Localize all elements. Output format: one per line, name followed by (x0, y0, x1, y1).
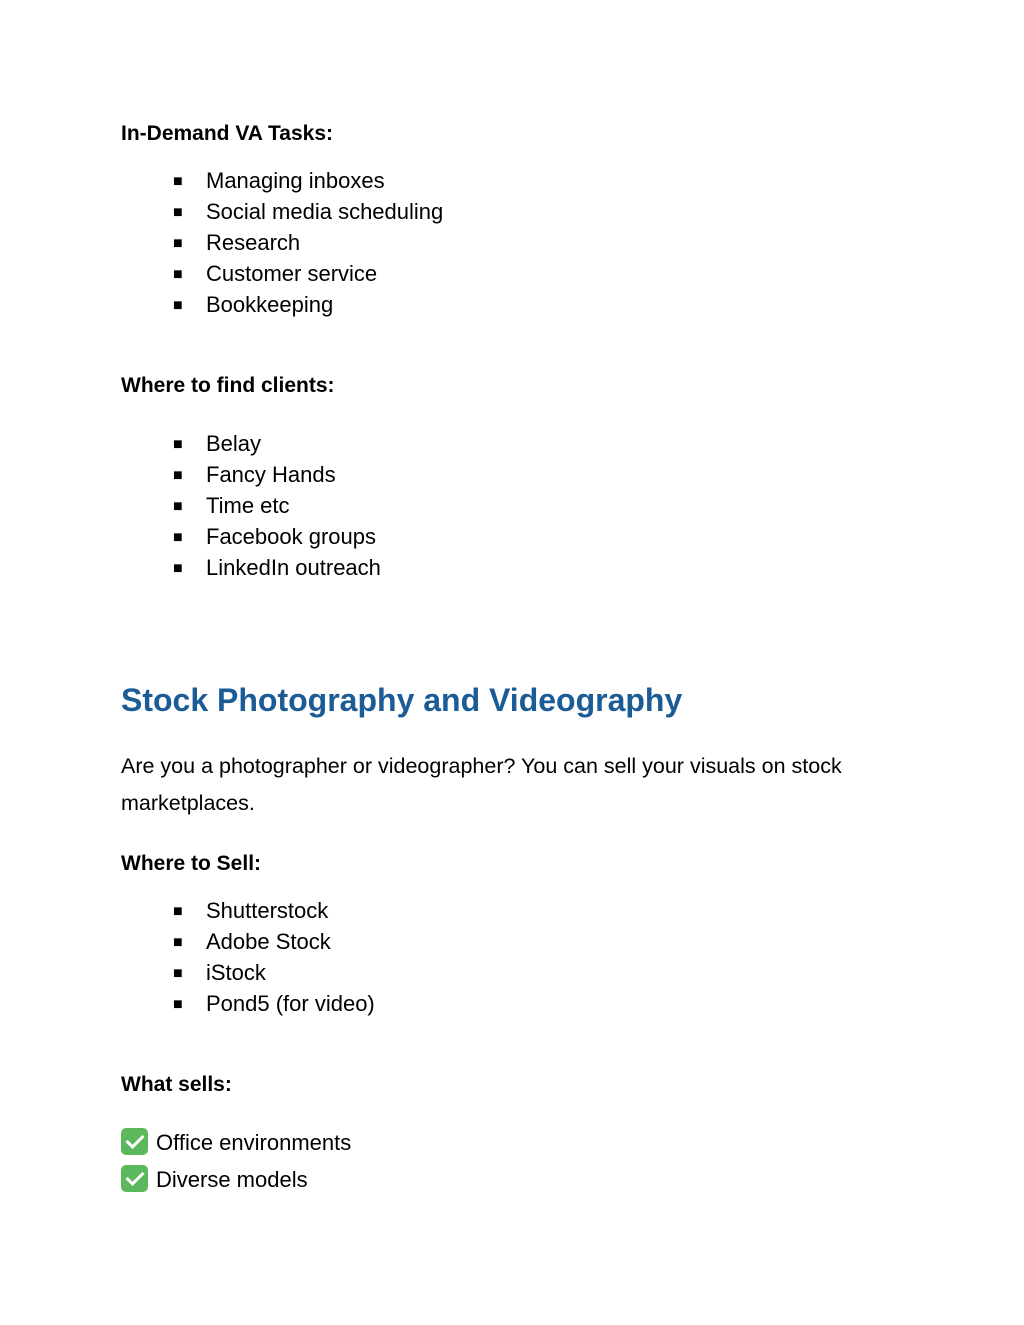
square-bullet-icon: ■ (173, 560, 183, 577)
where-to-sell-heading: Where to Sell: (121, 852, 262, 875)
list-item (173, 988, 375, 1019)
square-bullet-icon: ■ (173, 297, 183, 314)
list-item (121, 1161, 351, 1198)
list-item (173, 490, 381, 521)
square-bullet-icon: ■ (173, 467, 183, 484)
list-item (173, 258, 443, 289)
list-item-text: Shutterstock (206, 898, 329, 923)
list-item-text: Fancy Hands (206, 462, 336, 487)
list-item-text: Facebook groups (206, 524, 376, 549)
list-item-text: Pond5 (for video) (206, 991, 375, 1016)
list-item-text: Bookkeeping (206, 292, 334, 317)
list-item-text: Belay (206, 431, 262, 456)
section-title: Stock Photography and Videography (121, 682, 683, 718)
list-item (173, 552, 381, 583)
list-item (173, 895, 375, 926)
square-bullet-icon: ■ (173, 529, 183, 546)
list-item-text: LinkedIn outreach (206, 555, 381, 580)
section-intro-paragraph: Are you a photographer or videographer? You can sell your visuals on stock marketplaces. (121, 754, 842, 815)
va-tasks-heading: In-Demand VA Tasks: (121, 122, 333, 145)
list-item-text: iStock (206, 960, 266, 985)
square-bullet-icon: ■ (173, 173, 183, 190)
what-sells-heading: What sells: (121, 1073, 232, 1096)
square-bullet-icon: ■ (173, 996, 183, 1013)
list-item (173, 289, 443, 320)
va-tasks-list (173, 165, 443, 320)
square-bullet-icon: ■ (173, 965, 183, 982)
list-item (173, 165, 443, 196)
list-item-text: Diverse models (156, 1167, 308, 1192)
list-item (173, 459, 381, 490)
check-mark-icon (121, 1165, 148, 1192)
find-clients-heading: Where to find clients: (121, 374, 335, 397)
list-item-text: Research (206, 230, 301, 255)
list-item (173, 227, 443, 258)
what-sells-list (121, 1124, 351, 1198)
list-item (173, 521, 381, 552)
list-item-text: Social media scheduling (206, 199, 444, 224)
list-item-text: Office environments (156, 1130, 352, 1155)
list-item-text: Time etc (206, 493, 290, 518)
list-item (121, 1124, 351, 1161)
check-mark-icon (121, 1128, 148, 1155)
list-item-text: Managing inboxes (206, 168, 385, 193)
square-bullet-icon: ■ (173, 436, 183, 453)
list-item (173, 196, 443, 227)
list-item (173, 926, 375, 957)
square-bullet-icon: ■ (173, 903, 183, 920)
square-bullet-icon: ■ (173, 204, 183, 221)
list-item (173, 428, 381, 459)
list-item-text: Customer service (206, 261, 378, 286)
square-bullet-icon: ■ (173, 934, 183, 951)
list-item-text: Adobe Stock (206, 929, 331, 954)
list-item (173, 957, 375, 988)
square-bullet-icon: ■ (173, 498, 183, 515)
where-to-sell-list (173, 895, 375, 1019)
square-bullet-icon: ■ (173, 266, 183, 283)
square-bullet-icon: ■ (173, 235, 183, 252)
find-clients-list (173, 428, 381, 583)
